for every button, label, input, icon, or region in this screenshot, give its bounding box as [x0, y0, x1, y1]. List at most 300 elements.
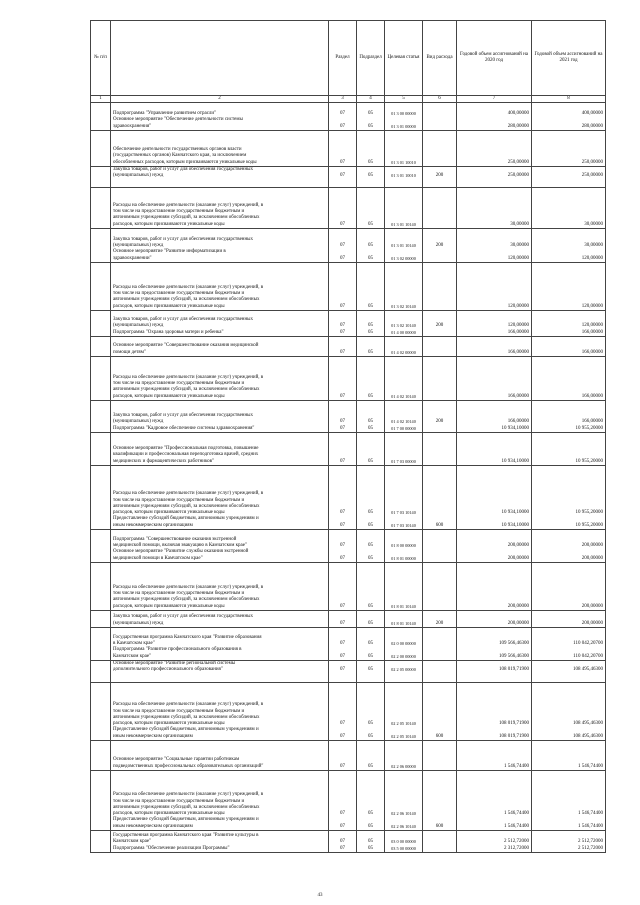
vol2020-cell-value: 1 546,74400	[504, 811, 529, 817]
subsection-cell-value: 05	[368, 811, 373, 817]
target-cell-value: 02 2 06 10140	[391, 823, 416, 829]
subsection-cell-value: 05	[368, 620, 373, 626]
vol2021-cell	[532, 263, 606, 311]
subsection-cell	[357, 401, 385, 433]
row-name-line: Расходы на обеспечение деятельности (оказание услуг) учреждений, в	[113, 584, 264, 590]
table-row	[91, 433, 606, 466]
expense-type-cell-value	[425, 124, 454, 130]
row-name-line: Закупка товаров, работ и услуг для обеспечения государственных	[113, 413, 254, 419]
section-cell	[329, 433, 357, 466]
row-name-line: том числе на предоставление государственным бюджетным и	[113, 798, 245, 804]
section-cell-value: 07	[340, 111, 345, 117]
row-name-cell	[111, 661, 329, 683]
expense-type-cell-value	[425, 556, 454, 562]
row-name-cell	[111, 433, 329, 466]
row-name-line: дополнительного профессионального образования"	[113, 667, 223, 673]
vol2020-cell	[457, 530, 532, 563]
subsection-cell-value: 05	[368, 641, 373, 647]
row-name-cell	[111, 628, 329, 661]
section-cell-value: 07	[340, 733, 345, 739]
target-cell	[385, 628, 423, 661]
row-name-line: Расходы на обеспечение деятельности (оказание услуг) учреждений, в	[113, 374, 264, 380]
table-row	[91, 103, 606, 131]
table-row	[91, 611, 606, 628]
row-name-line: медицинской помощи в Камчатском крае"	[113, 555, 203, 561]
vol2020-cell	[457, 311, 532, 337]
section-cell	[329, 188, 357, 229]
vol2021-cell	[532, 357, 606, 401]
target-cell-value: 03 0 00 00000	[391, 839, 416, 845]
section-cell-value: 07	[340, 221, 345, 227]
row-number-cell	[91, 466, 111, 530]
vol2020-cell-value: 2 512,72000	[504, 839, 529, 845]
section-cell-value: 07	[340, 159, 345, 165]
section-cell	[329, 357, 357, 401]
row-number-cell	[91, 741, 111, 771]
subsection-cell	[357, 563, 385, 611]
expense-type-cell-value: 600	[435, 823, 444, 829]
table-row	[91, 741, 606, 771]
vol2020-cell-value: 120,00000	[507, 303, 529, 309]
target-cell	[385, 831, 423, 853]
expense-type-cell	[423, 466, 457, 530]
subsection-cell-value: 05	[368, 555, 373, 561]
vol2020-cell	[457, 337, 532, 357]
header-vol2021: Годовой объем ассигнований на 2021 год	[532, 21, 606, 96]
row-name-line: автономным учреждениям субсидий, за исключением обособленных	[113, 597, 260, 603]
vol2020-cell-value: 10 934,10000	[501, 425, 529, 431]
expense-type-cell-value	[425, 304, 454, 310]
vol2021-cell	[532, 167, 606, 188]
vol2020-cell-value: 10 934,10000	[501, 510, 529, 516]
row-number-cell	[91, 229, 111, 263]
subsection-cell	[357, 611, 385, 628]
table-row	[91, 188, 606, 229]
section-cell-value: 07	[340, 458, 345, 464]
row-name-line: том числе на предоставление государственным бюджетным и	[113, 291, 245, 297]
target-cell-value: 01 4 00 00000	[391, 329, 416, 335]
vol2020-cell-value: 10 934,10000	[501, 458, 529, 464]
header-target: Целевая статья	[385, 21, 423, 96]
vol2020-cell-value: 10 934,10000	[501, 522, 529, 528]
section-cell-value: 07	[340, 653, 345, 659]
vol2020-cell	[457, 433, 532, 466]
section-cell-value: 07	[340, 603, 345, 609]
vol2020-cell-value: 200,00000	[507, 620, 529, 626]
subsection-cell-value: 05	[368, 721, 373, 727]
target-cell-value: 03 5 00 00000	[391, 845, 416, 851]
row-name-line: Основное мероприятие "Обеспечение деятельности системы	[113, 117, 243, 123]
subsection-cell-value: 05	[368, 393, 373, 399]
vol2020-cell-value: 166,00000	[507, 349, 529, 355]
subsection-cell-value: 05	[368, 845, 373, 851]
vol2020-cell-value: 120,00000	[507, 255, 529, 261]
vol2021-cell-value: 120,00000	[581, 323, 603, 329]
colnum: 6	[423, 96, 457, 103]
vol2021-cell-value: 1 546,74400	[578, 823, 603, 829]
vol2020-cell	[457, 357, 532, 401]
row-name-line: в Камчатском крае"	[113, 641, 155, 647]
target-cell	[385, 263, 423, 311]
row-name-line: том числе на предоставление государственным бюджетным и	[113, 381, 245, 387]
table-row	[91, 530, 606, 563]
row-name-line: Подпрограмма "Охрана здоровья матери и ребенка"	[113, 329, 224, 335]
table-row	[91, 831, 606, 853]
section-cell	[329, 337, 357, 357]
vol2021-cell-value: 108 495,46300	[573, 667, 603, 673]
subsection-cell-value: 05	[368, 458, 373, 464]
section-cell	[329, 103, 357, 131]
subsection-cell-value: 05	[368, 419, 373, 425]
row-name-cell	[111, 357, 329, 401]
header-expense-type: Вид расхода	[423, 21, 457, 96]
vol2021-cell	[532, 311, 606, 337]
vol2020-cell-value: 400,00000	[507, 111, 529, 117]
vol2021-cell-value: 400,00000	[581, 111, 603, 117]
vol2021-cell-value: 120,00000	[581, 255, 603, 261]
header-vol2020: Годовой объем ассигнований на 2020 год	[457, 21, 532, 96]
row-number-cell	[91, 611, 111, 628]
row-name-line: расходов, которым присваиваются уникальные коды	[113, 603, 225, 609]
subsection-cell	[357, 628, 385, 661]
vol2020-cell-value: 1 546,74400	[504, 823, 529, 829]
vol2020-cell	[457, 229, 532, 263]
row-name-line: Государственная программа Камчатского края "Развитие образования	[113, 634, 262, 640]
row-name-cell	[111, 466, 329, 530]
section-cell	[329, 831, 357, 853]
expense-type-cell	[423, 357, 457, 401]
expense-type-cell-value	[425, 426, 454, 432]
target-cell	[385, 611, 423, 628]
row-number-cell	[91, 357, 111, 401]
row-number-cell	[91, 131, 111, 167]
table-row	[91, 311, 606, 337]
expense-type-cell	[423, 229, 457, 263]
colnum: 5	[385, 96, 423, 103]
target-cell	[385, 167, 423, 188]
row-name-line: автономным учреждениям субсидий, за исключением обособленных	[113, 714, 260, 720]
vol2020-cell-value: 200,00000	[507, 603, 529, 609]
colnum: 1	[91, 96, 111, 103]
target-cell-value: 01 7 03 10140	[391, 522, 416, 528]
target-cell	[385, 311, 423, 337]
section-cell-value: 07	[340, 763, 345, 769]
vol2021-cell	[532, 628, 606, 661]
row-name-line: Подпрограмма "Развитие профессионального образования в	[113, 647, 242, 653]
row-name-line: Закупка товаров, работ и услуг для обеспечения государственных	[113, 236, 254, 242]
expense-type-cell-value	[425, 846, 454, 852]
vol2021-cell	[532, 683, 606, 741]
vol2020-cell-value: 108 019,71900	[499, 733, 529, 739]
expense-type-cell-value: 200	[435, 323, 444, 329]
section-cell	[329, 229, 357, 263]
vol2020-cell-value: 30,00000	[510, 243, 529, 249]
section-cell	[329, 401, 357, 433]
row-name-cell	[111, 683, 329, 741]
subsection-cell-value: 05	[368, 221, 373, 227]
vol2021-cell	[532, 741, 606, 771]
row-name-cell	[111, 831, 329, 853]
row-name-line: расходов, которым присваиваются уникальные коды	[113, 303, 225, 309]
target-cell-value: 01 3 01 10140	[391, 221, 416, 227]
vol2020-cell-value: 280,00000	[507, 123, 529, 129]
table-row	[91, 661, 606, 683]
row-name-line: (государственных органов) Камчатского края, за исключением	[113, 153, 247, 159]
row-name-line: Расходы на обеспечение деятельности (оказание услуг) учреждений, в	[113, 491, 264, 497]
vol2020-cell-value: 166,00000	[507, 329, 529, 335]
subsection-cell-value: 05	[368, 329, 373, 335]
section-cell	[329, 741, 357, 771]
target-cell	[385, 771, 423, 831]
target-cell	[385, 741, 423, 771]
section-cell-value: 07	[340, 721, 345, 727]
vol2020-cell	[457, 103, 532, 131]
expense-type-cell	[423, 628, 457, 661]
row-name-line: здравоохранения"	[113, 123, 152, 129]
target-cell-value: 01 8 00 00000	[391, 543, 416, 549]
vol2021-cell	[532, 401, 606, 433]
row-name-cell	[111, 771, 329, 831]
header-section: Раздел	[329, 21, 357, 96]
section-cell	[329, 530, 357, 563]
vol2021-cell	[532, 229, 606, 263]
subsection-cell-value: 05	[368, 733, 373, 739]
expense-type-cell-value	[425, 654, 454, 660]
expense-type-cell	[423, 337, 457, 357]
row-name-line: подведомственных профессиональных образовательных организаций"	[113, 763, 264, 769]
subsection-cell	[357, 229, 385, 263]
row-name-line: расходов, которым присваиваются уникальные коды	[113, 510, 225, 516]
header-row	[91, 21, 606, 96]
row-name-line: Расходы на обеспечение деятельности (оказание услуг) учреждений, в	[113, 284, 264, 290]
target-cell-value: 02 2 05 10140	[391, 733, 416, 739]
vol2020-cell-value: 166,00000	[507, 393, 529, 399]
row-number-cell	[91, 311, 111, 337]
row-name-line: Предоставление субсидий бюджетным, автономным учреждениям и	[113, 727, 259, 733]
header-num: № п/п	[91, 21, 111, 96]
vol2020-cell-value: 200,00000	[507, 543, 529, 549]
subsection-cell-value: 05	[368, 667, 373, 673]
vol2021-cell-value: 200,00000	[581, 543, 603, 549]
document-page	[90, 20, 605, 853]
vol2021-cell-value: 250,00000	[581, 173, 603, 179]
vol2021-cell-value: 30,00000	[584, 221, 603, 227]
expense-type-cell-value	[425, 764, 454, 770]
row-number-cell	[91, 530, 111, 563]
vol2021-cell	[532, 131, 606, 167]
expense-type-cell	[423, 131, 457, 167]
row-name-line: медицинской помощи, включая эвакуацию в Камчатском крае"	[113, 543, 248, 549]
row-name-line: Основное мероприятие "Развитие региональной системы	[113, 661, 236, 666]
subsection-cell-value: 05	[368, 510, 373, 516]
row-number-cell	[91, 167, 111, 188]
section-cell-value: 07	[340, 823, 345, 829]
vol2020-cell	[457, 401, 532, 433]
vol2021-cell	[532, 337, 606, 357]
expense-type-cell	[423, 167, 457, 188]
section-cell-value: 07	[340, 510, 345, 516]
section-cell	[329, 131, 357, 167]
table-row	[91, 466, 606, 530]
target-cell-value: 01 7 03 10140	[391, 510, 416, 516]
target-cell	[385, 683, 423, 741]
target-cell-value: 01 4 02 00000	[391, 349, 416, 355]
target-cell	[385, 131, 423, 167]
target-cell-value: 01 3 01 10010	[391, 159, 416, 165]
vol2020-cell	[457, 741, 532, 771]
subsection-cell	[357, 167, 385, 188]
section-cell-value: 07	[340, 641, 345, 647]
vol2021-cell-value: 120,00000	[581, 303, 603, 309]
row-name-line: здравоохранении"	[113, 255, 152, 261]
row-name-line: расходов, которым присваиваются уникальные коды	[113, 811, 225, 817]
vol2020-cell	[457, 188, 532, 229]
expense-type-cell	[423, 188, 457, 229]
vol2020-cell	[457, 661, 532, 683]
row-name-line: (муниципальных) нужд	[113, 620, 164, 626]
row-number-cell	[91, 103, 111, 131]
row-name-cell	[111, 741, 329, 771]
row-name-cell	[111, 103, 329, 131]
row-name-line: Основное мероприятие "Развитие информатизации в	[113, 249, 226, 255]
vol2021-cell-value: 1 546,74400	[578, 811, 603, 817]
row-number-cell	[91, 337, 111, 357]
row-name-line: том числе на предоставление государственным бюджетным и	[113, 209, 245, 215]
row-number-cell	[91, 771, 111, 831]
section-cell-value: 07	[340, 667, 345, 673]
expense-type-cell-value	[425, 604, 454, 610]
expense-type-cell-value	[425, 350, 454, 356]
vol2021-cell-value: 2 512,72000	[578, 845, 603, 851]
subsection-cell	[357, 311, 385, 337]
section-cell-value: 07	[340, 425, 345, 431]
colnum: 3	[329, 96, 357, 103]
expense-type-cell	[423, 611, 457, 628]
row-name-line: Подпрограмма "Совершенствование оказания экстренной	[113, 536, 237, 542]
subsection-cell	[357, 433, 385, 466]
vol2021-cell	[532, 103, 606, 131]
vol2020-cell-value: 120,00000	[507, 323, 529, 329]
subsection-cell	[357, 530, 385, 563]
section-cell-value: 07	[340, 393, 345, 399]
vol2020-cell-value: 200,00000	[507, 555, 529, 561]
expense-type-cell	[423, 563, 457, 611]
subsection-cell-value: 05	[368, 349, 373, 355]
row-name-line: Основное мероприятие "Профессиональная подготовка, повышение	[113, 446, 259, 452]
vol2021-cell	[532, 188, 606, 229]
row-number-cell	[91, 661, 111, 683]
vol2021-cell	[532, 611, 606, 628]
section-cell	[329, 661, 357, 683]
vol2021-cell-value: 10 955,20000	[575, 425, 603, 431]
row-name-cell	[111, 530, 329, 563]
expense-type-cell	[423, 741, 457, 771]
target-cell-value: 01 4 02 10140	[391, 393, 416, 399]
row-name-line: Подпрограмма "Управление развитием отрасли"	[113, 111, 217, 117]
vol2020-cell-value: 1 546,74400	[504, 763, 529, 769]
vol2021-cell-value: 200,00000	[581, 555, 603, 561]
budget-table	[90, 20, 606, 853]
subsection-cell-value: 05	[368, 839, 373, 845]
vol2021-cell-value: 110 042,20700	[573, 641, 603, 647]
vol2021-cell-value: 200,00000	[581, 603, 603, 609]
section-cell	[329, 628, 357, 661]
row-name-line: Обеспечение деятельности государственных органов власти	[113, 147, 242, 153]
row-name-cell	[111, 337, 329, 357]
section-cell-value: 07	[340, 543, 345, 549]
vol2020-cell	[457, 466, 532, 530]
vol2021-cell-value: 2 512,72000	[578, 839, 603, 845]
subsection-cell-value: 05	[368, 123, 373, 129]
target-cell	[385, 433, 423, 466]
expense-type-cell	[423, 433, 457, 466]
row-name-line: автономным учреждениям субсидий, за исключением обособленных	[113, 503, 260, 509]
row-name-cell	[111, 611, 329, 628]
vol2020-cell	[457, 131, 532, 167]
target-cell-value: 02 2 05 10140	[391, 721, 416, 727]
row-name-cell	[111, 311, 329, 337]
target-cell-value: 01 4 02 10140	[391, 419, 416, 425]
section-cell-value: 07	[340, 329, 345, 335]
section-cell	[329, 263, 357, 311]
expense-type-cell-value	[425, 667, 454, 673]
vol2021-cell	[532, 466, 606, 530]
row-name-line: обособленных расходов, которым присваиваются уникальные коды	[113, 159, 257, 165]
vol2021-cell-value: 10 955,20000	[575, 510, 603, 516]
colnum: 2	[111, 96, 329, 103]
table-row	[91, 563, 606, 611]
expense-type-cell	[423, 263, 457, 311]
vol2021-cell	[532, 831, 606, 853]
table-row	[91, 337, 606, 357]
vol2021-cell-value: 166,00000	[581, 329, 603, 335]
subsection-cell-value: 05	[368, 763, 373, 769]
colnum: 7	[457, 96, 532, 103]
target-cell-value: 01 8 01 10140	[391, 620, 416, 626]
vol2020-cell-value: 30,00000	[510, 221, 529, 227]
row-name-line: Камчатском крае"	[113, 839, 152, 845]
target-cell-value: 02 2 00 00000	[391, 653, 416, 659]
subsection-cell	[357, 188, 385, 229]
page-number: 43	[317, 893, 323, 898]
vol2020-cell	[457, 683, 532, 741]
subsection-cell-value: 05	[368, 653, 373, 659]
target-cell-value: 01 3 01 00000	[391, 123, 416, 129]
target-cell	[385, 229, 423, 263]
row-number-cell	[91, 433, 111, 466]
target-cell	[385, 661, 423, 683]
table-row	[91, 628, 606, 661]
vol2021-cell	[532, 563, 606, 611]
row-name-line: Закупка товаров, работ и услуг для обеспечения государственных	[113, 317, 254, 323]
section-cell	[329, 771, 357, 831]
section-cell-value: 07	[340, 620, 345, 626]
target-cell-value: 02 0 00 00000	[391, 641, 416, 647]
row-name-line: (муниципальных) нужд	[113, 243, 164, 249]
vol2020-cell-value: 109 566,46300	[499, 653, 529, 659]
subsection-cell	[357, 741, 385, 771]
table-row	[91, 771, 606, 831]
section-cell-value: 07	[340, 303, 345, 309]
table-row	[91, 401, 606, 433]
subsection-cell-value: 05	[368, 255, 373, 261]
target-cell	[385, 401, 423, 433]
header-subsection: Подраздел	[357, 21, 385, 96]
target-cell-value: 01 7 00 00000	[391, 425, 416, 431]
target-cell-value: 02 2 06 10140	[391, 811, 416, 817]
target-cell-value: 01 3 02 10140	[391, 323, 416, 329]
row-name-line: Расходы на обеспечение деятельности (оказание услуг) учреждений, в	[113, 792, 264, 798]
